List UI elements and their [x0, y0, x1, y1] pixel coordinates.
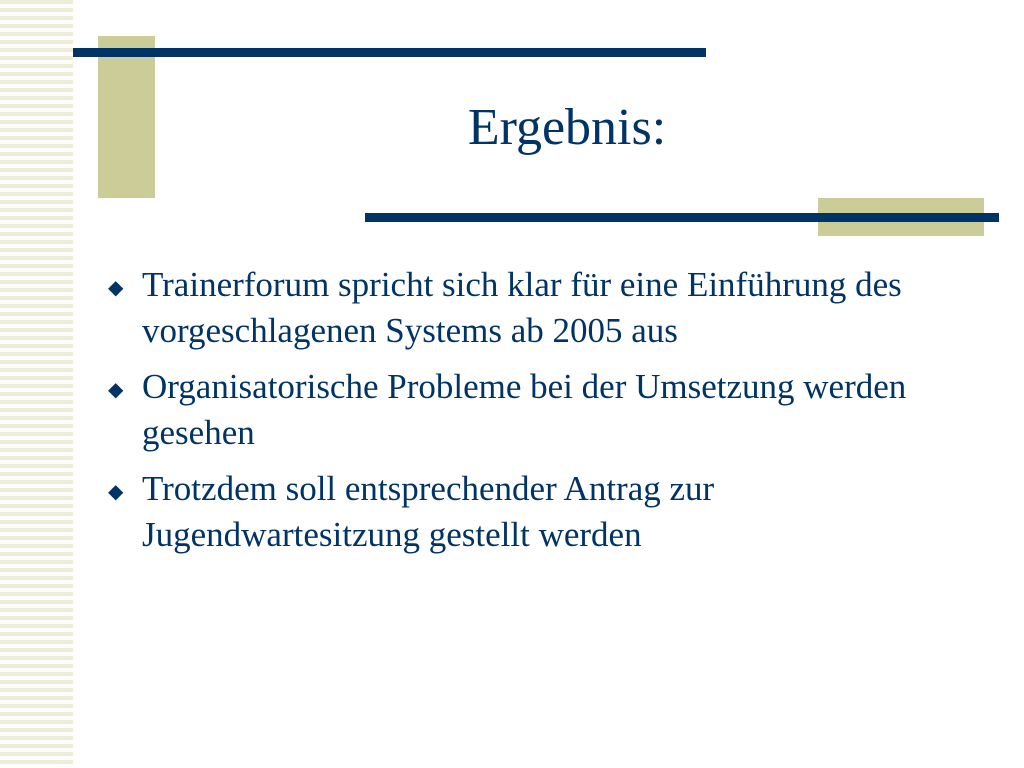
accent-block-left — [98, 36, 155, 198]
title-rule-top — [73, 48, 706, 57]
decorative-stripes — [0, 0, 73, 768]
diamond-icon: ◆ — [108, 277, 124, 299]
title-rule-bottom — [365, 213, 999, 222]
bullet-text: Trainerforum spricht sich klar für eine Einführung des vorgeschlagenen Systems ab 2005 aus — [142, 265, 902, 350]
bullet-item — [104, 364, 984, 456]
bullet-text: Organisatorische Probleme bei der Umsetzung werden gesehen — [142, 367, 907, 452]
bullet-text: Trotzdem soll entsprechender Antrag zur Jugendwartesitzung gestellt werden — [142, 469, 715, 554]
bullet-item — [104, 466, 984, 558]
bullet-item — [104, 262, 984, 354]
bullet-list — [104, 262, 984, 568]
slide-title: Ergebnis: — [467, 99, 667, 156]
diamond-icon: ◆ — [108, 481, 124, 503]
diamond-icon: ◆ — [108, 379, 124, 401]
